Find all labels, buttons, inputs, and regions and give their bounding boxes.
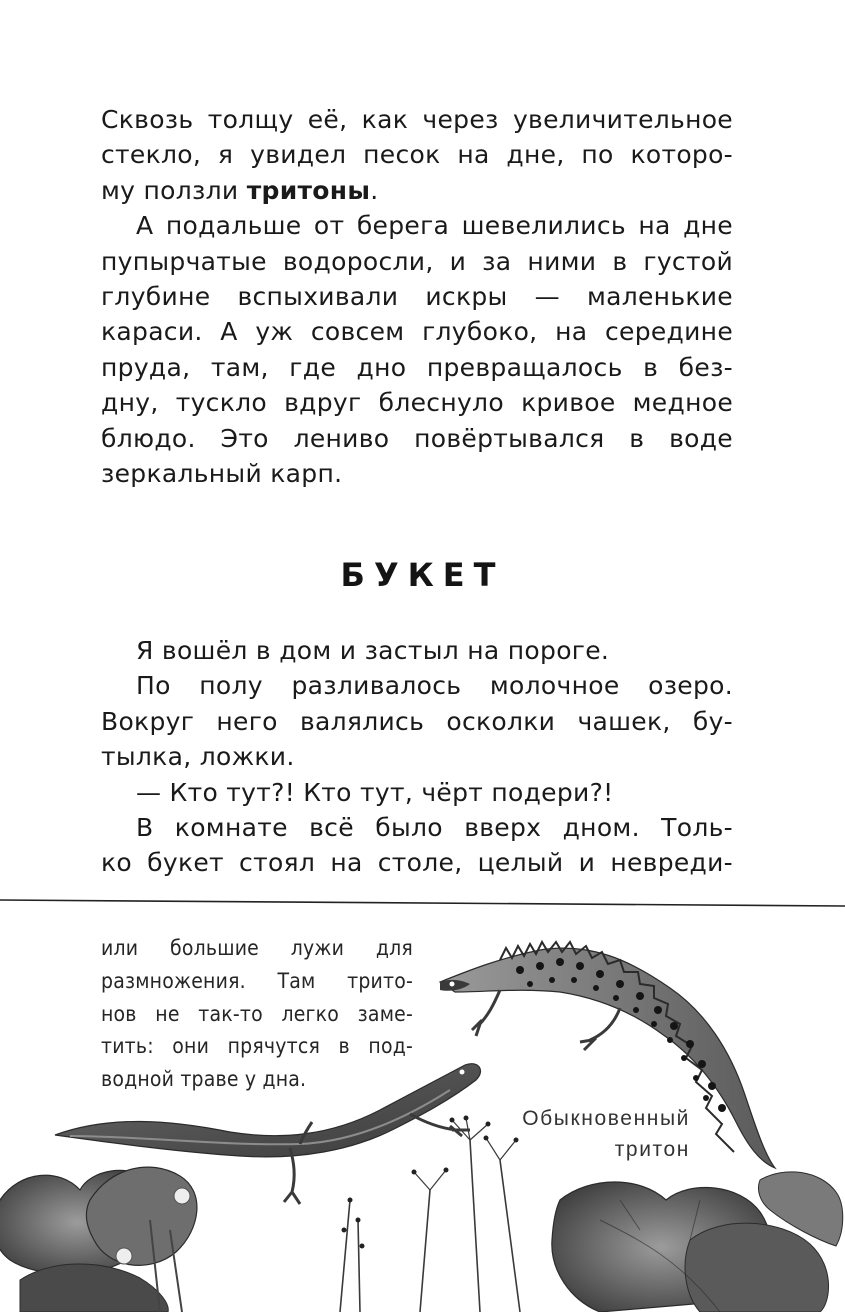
note-line: водной траве у дна.	[101, 1067, 307, 1092]
note-line: тить: они прячутся в под-	[101, 1034, 413, 1059]
sidebar-note	[101, 932, 413, 1096]
text-line: караси. А уж совсем глубоко, на середине	[101, 317, 733, 347]
text-line: По полу разливалось молочное озеро.	[136, 671, 733, 701]
text-line: Вокруг него валялись осколки чашек, бу-	[101, 706, 733, 736]
caption-line: Обыкновенный	[522, 1107, 690, 1130]
text-line: стекло, я увидел песок на дне, по которо-	[101, 140, 733, 170]
text-line: ко букет стоял на столе, целый и невреди-	[101, 848, 733, 878]
caption-line: тритон	[614, 1138, 690, 1161]
text-line: А подальше от берега шевелились на дне	[136, 211, 733, 241]
text-line: блюдо. Это лениво повёртывался в воде	[101, 423, 733, 453]
text-line: Я вошёл в дом и застыл на пороге.	[136, 636, 610, 665]
illustration-caption	[480, 1103, 690, 1165]
text-line: пупырчатые водоросли, и за ними в густой	[101, 246, 733, 276]
text-line: Сквозь толщу её, как через увеличительное	[101, 105, 733, 134]
text-line: дну, тускло вдруг блеснуло кривое медное	[101, 388, 733, 418]
story-text-top	[101, 102, 733, 491]
note-line: размножения. Там трито-	[101, 968, 413, 993]
note-line: нов не так-то легко заме-	[101, 1001, 413, 1026]
story-text-bouquet	[101, 633, 733, 881]
text-line: глубине вспыхивали искры — маленькие	[101, 281, 733, 311]
bold-term: тритоны	[246, 175, 371, 205]
text-line: зеркальный карп.	[101, 458, 343, 488]
text-line: му ползли тритоны.	[101, 175, 379, 205]
chapter-title: БУКЕТ	[340, 556, 505, 594]
note-line: или большие лужи для	[101, 936, 413, 960]
text-line: — Кто тут?! Кто тут, чёрт подери?!	[136, 777, 614, 807]
text-line: В комнате всё было вверх дном. Толь-	[136, 812, 733, 842]
text-line: тылка, ложки.	[101, 742, 295, 772]
text-line: пруда, там, где дно превращалось в без-	[101, 352, 733, 382]
